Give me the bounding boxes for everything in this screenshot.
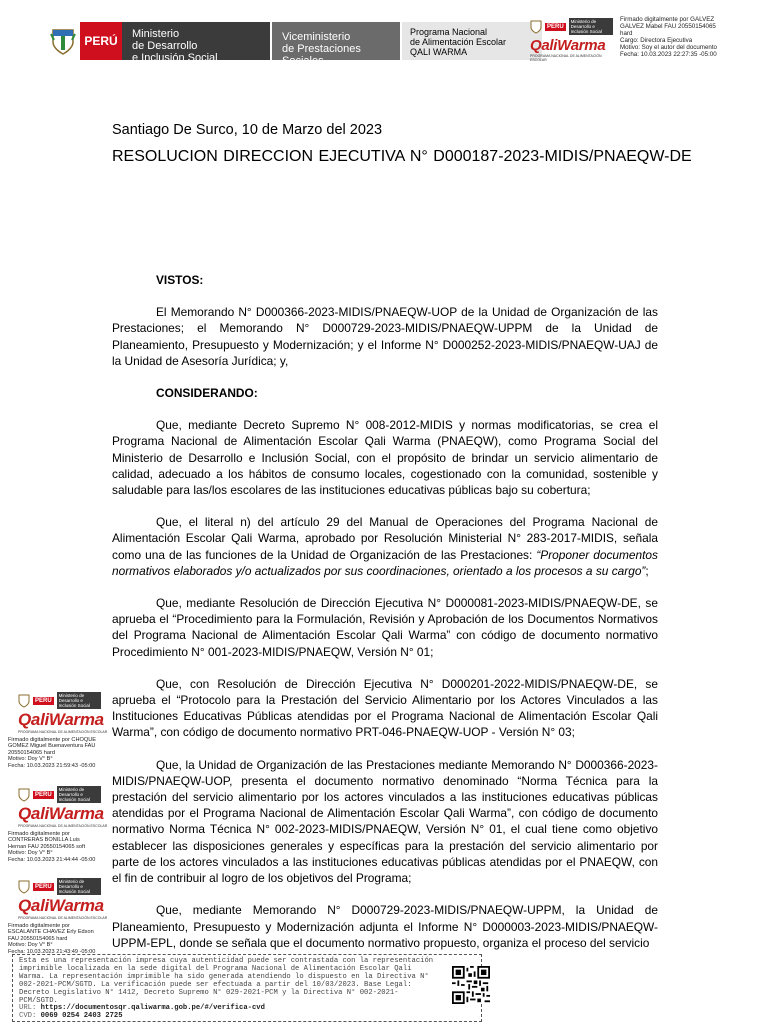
verification-url[interactable]: https://documentosqr.qaliwarma.gob.pe/#/verifica-cvd — [40, 1004, 265, 1013]
date-line: Santiago De Surco, 10 de Marzo del 2023 — [112, 122, 383, 138]
coat-of-arms-icon — [530, 20, 542, 34]
paragraph-4: Que, con Resolución de Dirección Ejecutiva N° D000201-2022-MIDIS/PNAEQW-DE, se aprueba el “Protocolo para la Prestación del Servicio Alimentario por los Actores Vinculados a las Instituciones Educativas Públicas atendidas por el Programa Nacional de Alimentación Escolar Qali Warma”, con código de documento normativo PRT-046-PNAEQW-UOP - Versión N° 03; — [112, 676, 658, 740]
verification-notice: Esta es una representación impresa cuya autenticidad puede ser contrastada con la representación imprimible localizada en la sede digital del Programa Nacional de Alimentación Escolar Qali Warma. La representación imprimible ha sido generada atendiendo lo dispuesto en la Directiva N° 002-2021-PCM/SGTD. La verificación puede ser efectuada a partir del 10/03/2023. Base Legal: Decreto Legislativo N° 1412, Decreto Supremo N° 029-2021-PCM y la Directiva N° 002-2021-PCM/SGTD. — [19, 957, 434, 1005]
signature-stamp: PERÚ Ministerio de Desarrollo e Inclusión Social QaliWarma PROGRAMA NACIONAL DE ALIMENTACIÓN ESCOLAR Firmado digitalmente por ESCALANTE CHAVEZ Erly Edson FAU 20550154065 hard Motivo: Doy V° B° Fecha: 10.03.2023 21:43:49 -05:00 — [0, 878, 112, 955]
qaliwarma-logo: QaliWarma — [18, 710, 104, 729]
digital-signature-top: Firmado digitalmente por GALVEZ GALVEZ Mabel FAU 20550154065 hard Cargo: Directora Ejecutiva Motivo: Soy el autor del documento Fecha: 10.03.2023 22:27:35 -05:00 — [620, 16, 717, 58]
verification-footer: Esta es una representación impresa cuya autenticidad puede ser contrastada con la representación imprimible localizada en la sede digital del Programa Nacional de Alimentación Escolar Qali Warma. La representación imprimible ha sido generada atendiendo lo dispuesto en la Directiva N° 002-2021-PCM/SGTD. La verificación puede ser efectuada a partir del 10/03/2023. Base Legal: Decreto Legislativo N° 1412, Decreto Supremo N° 029-2021-PCM y la Directiva N° 002-2021-PCM/SGTD. URL: https://documentosqr.qaliwarma.gob.pe/#/verifica-cvd CVD: 0069 0254 2403 2725 — [12, 954, 482, 1022]
vistos-paragraph: El Memorando N° D000366-2023-MIDIS/PNAEQW-UOP de la Unidad de Organización de las Prestaciones; el Memorando N° D000729-2023-MIDIS/PNAEQW-UPPM de la Unidad de Planeamiento, Presupuesto y Modernización; y el Informe N° D000252-2023-MIDIS/PNAEQW-UAJ de la Unidad de Asesoría Jurídica; y, — [112, 305, 658, 368]
coat-of-arms-icon — [18, 880, 30, 894]
qr-code-icon — [452, 966, 490, 1004]
paragraph-3: Que, mediante Resolución de Dirección Ejecutiva N° D000081-2023-MIDIS/PNAEQW-DE, se aprueba el “Procedimiento para la Formulación, Revisión y Aprobación de los Documentos Normativos del Programa Nacional de Alimentación Escolar Qali Warma” con código de documento normativo Procedimiento N° 001-2023-MIDIS/PNAEQW, Versión N° 01; — [112, 596, 658, 659]
resolution-title: RESOLUCION DIRECCION EJECUTIVA N° D000187-2023-MIDIS/PNAEQW-DE — [112, 148, 692, 165]
paragraph-6: Que, mediante Memorando N° D000729-2023-MIDIS/PNAEQW-UPPM, la Unidad de Planeamiento, Presupuesto y Modernización adjunta el Informe N° D000003-2023-MIDIS/PNAEQW-UPPM-EPL, donde se señala que el documento normativo propuesto, organiza el proceso del servicio — [112, 903, 658, 950]
cvd-code: 0069 0254 2403 2725 — [40, 1012, 123, 1021]
signature-stamp: PERÚ Ministerio de Desarrollo e Inclusión Social QaliWarma PROGRAMA NACIONAL DE ALIMENTACIÓN ESCOLAR Firmado digitalmente por CONTRERAS BONILLA Luis Hernan FAU 20550154065 soft Motivo: Doy V° B° Fecha: 10.03.2023 21:44:44 -05:00 — [0, 786, 112, 863]
considerando-heading: CONSIDERANDO: — [156, 386, 258, 401]
coat-of-arms-icon — [46, 22, 80, 60]
header-banner — [46, 22, 542, 67]
coat-of-arms-icon — [18, 694, 30, 708]
viceministry-label: Viceministerio de Prestaciones Sociales — [272, 22, 400, 60]
vistos-heading: VISTOS: — [156, 273, 204, 287]
paragraph-1: Que, mediante Decreto Supremo N° 008-2012-MIDIS y normas modificatorias, se crea el Programa Nacional de Alimentación Escolar Qali Warma (PNAEQW), como Programa Social del Ministerio de Desarrollo e Inclusión Social, con el propósito de brindar un servicio alimentario de calidad, adecuado a los hábitos de consumo locales, cogestionado con la comunidad, sostenible y saludable para las/los escolares de las instituciones educativas públicas bajo su cobertura; — [112, 418, 658, 498]
qaliwarma-badge: PERÚ Ministerio de Desarrollo e Inclusión Social QaliWarma PROGRAMA NACIONAL DE ALIMENTACIÓN ESCOLAR — [530, 18, 616, 62]
qaliwarma-logo: QaliWarma — [530, 37, 606, 54]
qaliwarma-logo: QaliWarma — [18, 896, 104, 915]
signature-stamp: PERÚ Ministerio de Desarrollo e Inclusión Social QaliWarma PROGRAMA NACIONAL DE ALIMENTACIÓN ESCOLAR Firmado digitalmente por CHOQUE GOMEZ Miguel Buenaventura FAU 20550154065 hard Motivo: Doy V° B° Fecha: 10.03.2023 21:59:43 -05:00 — [0, 692, 112, 769]
document-body — [112, 272, 658, 967]
paragraph-5: Que, la Unidad de Organización de las Prestaciones mediante Memorando N° D000366-2023-MIDIS/PNAEQW-UOP, presenta el documento normativo denominado “Norma Técnica para la prestación del servicio alimentario por los actores vinculados a las instituciones educativas públicas atendidas por el Programa Nacional de Alimentación Escolar Qali Warma”, con código de documento normativo Norma Técnica N° 002-2023-MIDIS/PNAEQW, Versión N° 01, el cual tiene como objetivo establecer las disposiciones generales y específicas para la prestación del servicio alimentario por parte de los actores vinculados a las instituciones educativas públicas atendidas por el PNAEQW, con el fin de contribuir al logro de los objetivos del Programa; — [112, 757, 658, 886]
qaliwarma-logo: QaliWarma — [18, 804, 104, 823]
coat-of-arms-icon — [18, 788, 30, 802]
peru-label: PERÚ — [80, 22, 122, 60]
paragraph-2: Que, el literal n) del artículo 29 del Manual de Operaciones del Programa Nacional de Alimentación Escolar Qali Warma, aprobado por Resolución Ministerial N° 283-2017-MIDIS, señala como una de las funciones de la Unidad de Organización de las Prestaciones: “Proponer documentos normativos elaborados y/o actualizados por sus coordinaciones, orientado a los procesos a su cargo”; — [112, 515, 658, 578]
ministry-label: Ministerio de Desarrollo e Inclusión Social — [122, 22, 270, 60]
program-label: Programa Nacional de Alimentación Escolar QALI WARMA — [402, 22, 542, 60]
